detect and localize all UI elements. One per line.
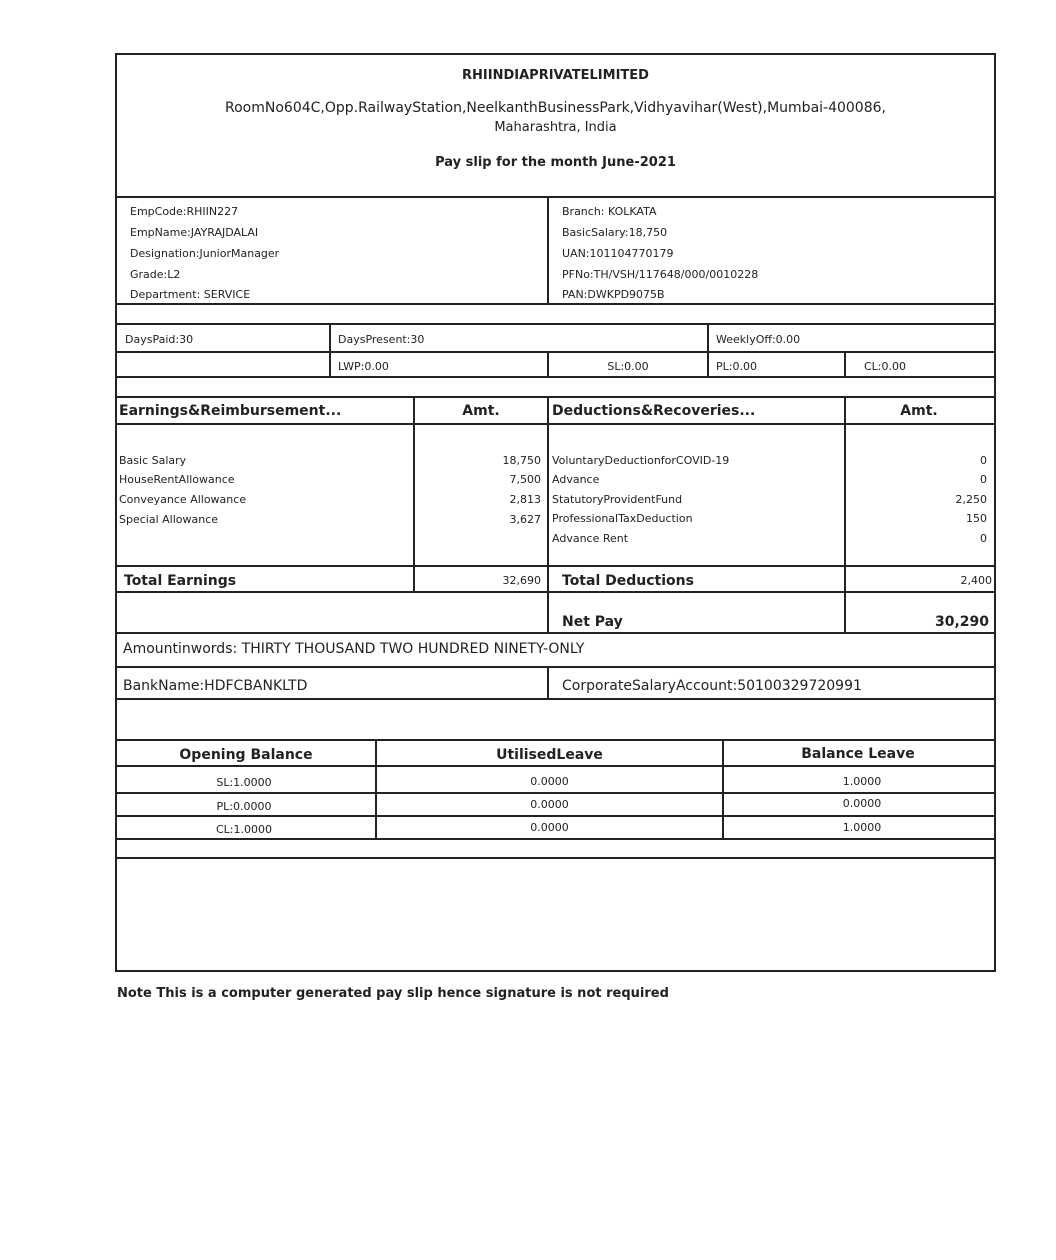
pf-no: PFNo:TH/VSH/117648/000/0010228 xyxy=(562,268,759,281)
deductions-amt-header: Amt. xyxy=(900,403,938,419)
emp-code: EmpCode:RHIIN227 xyxy=(130,205,239,218)
basic-salary: BasicSalary:18,750 xyxy=(562,226,668,239)
earning-amount: 7,500 xyxy=(509,473,541,486)
uan: UAN:101104770179 xyxy=(562,247,674,260)
leave-cell: 0.0000 xyxy=(530,821,569,834)
deduction-amount: 0 xyxy=(980,454,987,467)
earning-label: Special Allowance xyxy=(119,513,219,526)
earnings-amt-header: Amt. xyxy=(462,403,500,419)
company-name: RHIINDIAPRIVATELIMITED xyxy=(462,68,649,83)
deduction-label: StatutoryProvidentFund xyxy=(552,493,683,506)
leave-cell: 0.0000 xyxy=(530,775,569,788)
deduction-amount: 2,250 xyxy=(955,493,987,506)
company-address-line2: Maharashtra, India xyxy=(494,120,617,135)
days-present: DaysPresent:30 xyxy=(338,333,425,346)
earning-amount: 18,750 xyxy=(502,454,541,467)
leave-cell: 0.0000 xyxy=(530,798,569,811)
weekly-off: WeeklyOff:0.00 xyxy=(716,333,801,346)
leave-cell: 0.0000 xyxy=(842,797,882,810)
deduction-amount: 150 xyxy=(966,512,987,525)
earnings-header: Earnings&Reimbursement... xyxy=(119,403,342,419)
pl-leave: PL:0.00 xyxy=(716,360,757,373)
pan: PAN:DWKPD9075B xyxy=(562,288,665,301)
leave-cell: CL:1.0000 xyxy=(215,823,272,836)
deduction-label: ProfessionalTaxDeduction xyxy=(552,512,693,525)
deduction-amount: 0 xyxy=(980,473,987,486)
total-deductions-label: Total Deductions xyxy=(562,573,694,589)
emp-name: EmpName:JAYRAJDALAI xyxy=(130,226,259,239)
deductions-header: Deductions&Recoveries... xyxy=(552,403,756,419)
earning-label: Basic Salary xyxy=(119,454,187,467)
deduction-label: Advance Rent xyxy=(552,532,629,545)
total-earnings-value: 32,690 xyxy=(502,574,541,587)
branch: Branch: KOLKATA xyxy=(562,205,657,218)
sl-leave: SL:0.00 xyxy=(607,360,649,373)
grade: Grade:L2 xyxy=(130,268,181,281)
leave-header-utilised: UtilisedLeave xyxy=(496,747,603,763)
department: Department: SERVICE xyxy=(130,288,251,301)
earning-label: HouseRentAllowance xyxy=(119,473,235,486)
earning-amount: 3,627 xyxy=(509,513,541,526)
earning-label: Conveyance Allowance xyxy=(119,493,247,506)
payslip-title: Pay slip for the month June-2021 xyxy=(435,155,676,170)
designation: Designation:JuniorManager xyxy=(130,247,280,260)
deduction-amount: 0 xyxy=(980,532,987,545)
leave-cell: SL:1.0000 xyxy=(216,776,272,789)
leave-cell: 1.0000 xyxy=(842,821,882,834)
earning-amount: 2,813 xyxy=(509,493,541,506)
days-paid: DaysPaid:30 xyxy=(125,333,194,346)
leave-header-balance: Balance Leave xyxy=(801,746,915,762)
company-address-line1: RoomNo604C,Opp.RailwayStation,NeelkanthBusinessPark,Vidhyavihar(West),Mumbai-400086, xyxy=(225,100,886,116)
total-deductions-value: 2,400 xyxy=(960,574,992,587)
amount-in-words: Amountinwords: THIRTY THOUSAND TWO HUNDRED NINETY-ONLY xyxy=(123,641,585,657)
footer-note: Note This is a computer generated pay slip hence signature is not required xyxy=(117,986,669,1001)
leave-cell: PL:0.0000 xyxy=(216,800,272,813)
cl-leave: CL:0.00 xyxy=(864,360,907,373)
leave-header-opening: Opening Balance xyxy=(179,747,313,763)
deduction-label: VoluntaryDeductionforCOVID-19 xyxy=(552,454,730,467)
salary-account: CorporateSalaryAccount:50100329720991 xyxy=(562,678,862,694)
leave-cell: 1.0000 xyxy=(842,775,882,788)
deduction-label: Advance xyxy=(552,473,600,486)
net-pay-label: Net Pay xyxy=(562,614,623,630)
bank-name: BankName:HDFCBANKLTD xyxy=(123,678,308,694)
net-pay-value: 30,290 xyxy=(934,614,989,630)
lwp: LWP:0.00 xyxy=(338,360,389,373)
total-earnings-label: Total Earnings xyxy=(124,573,237,589)
